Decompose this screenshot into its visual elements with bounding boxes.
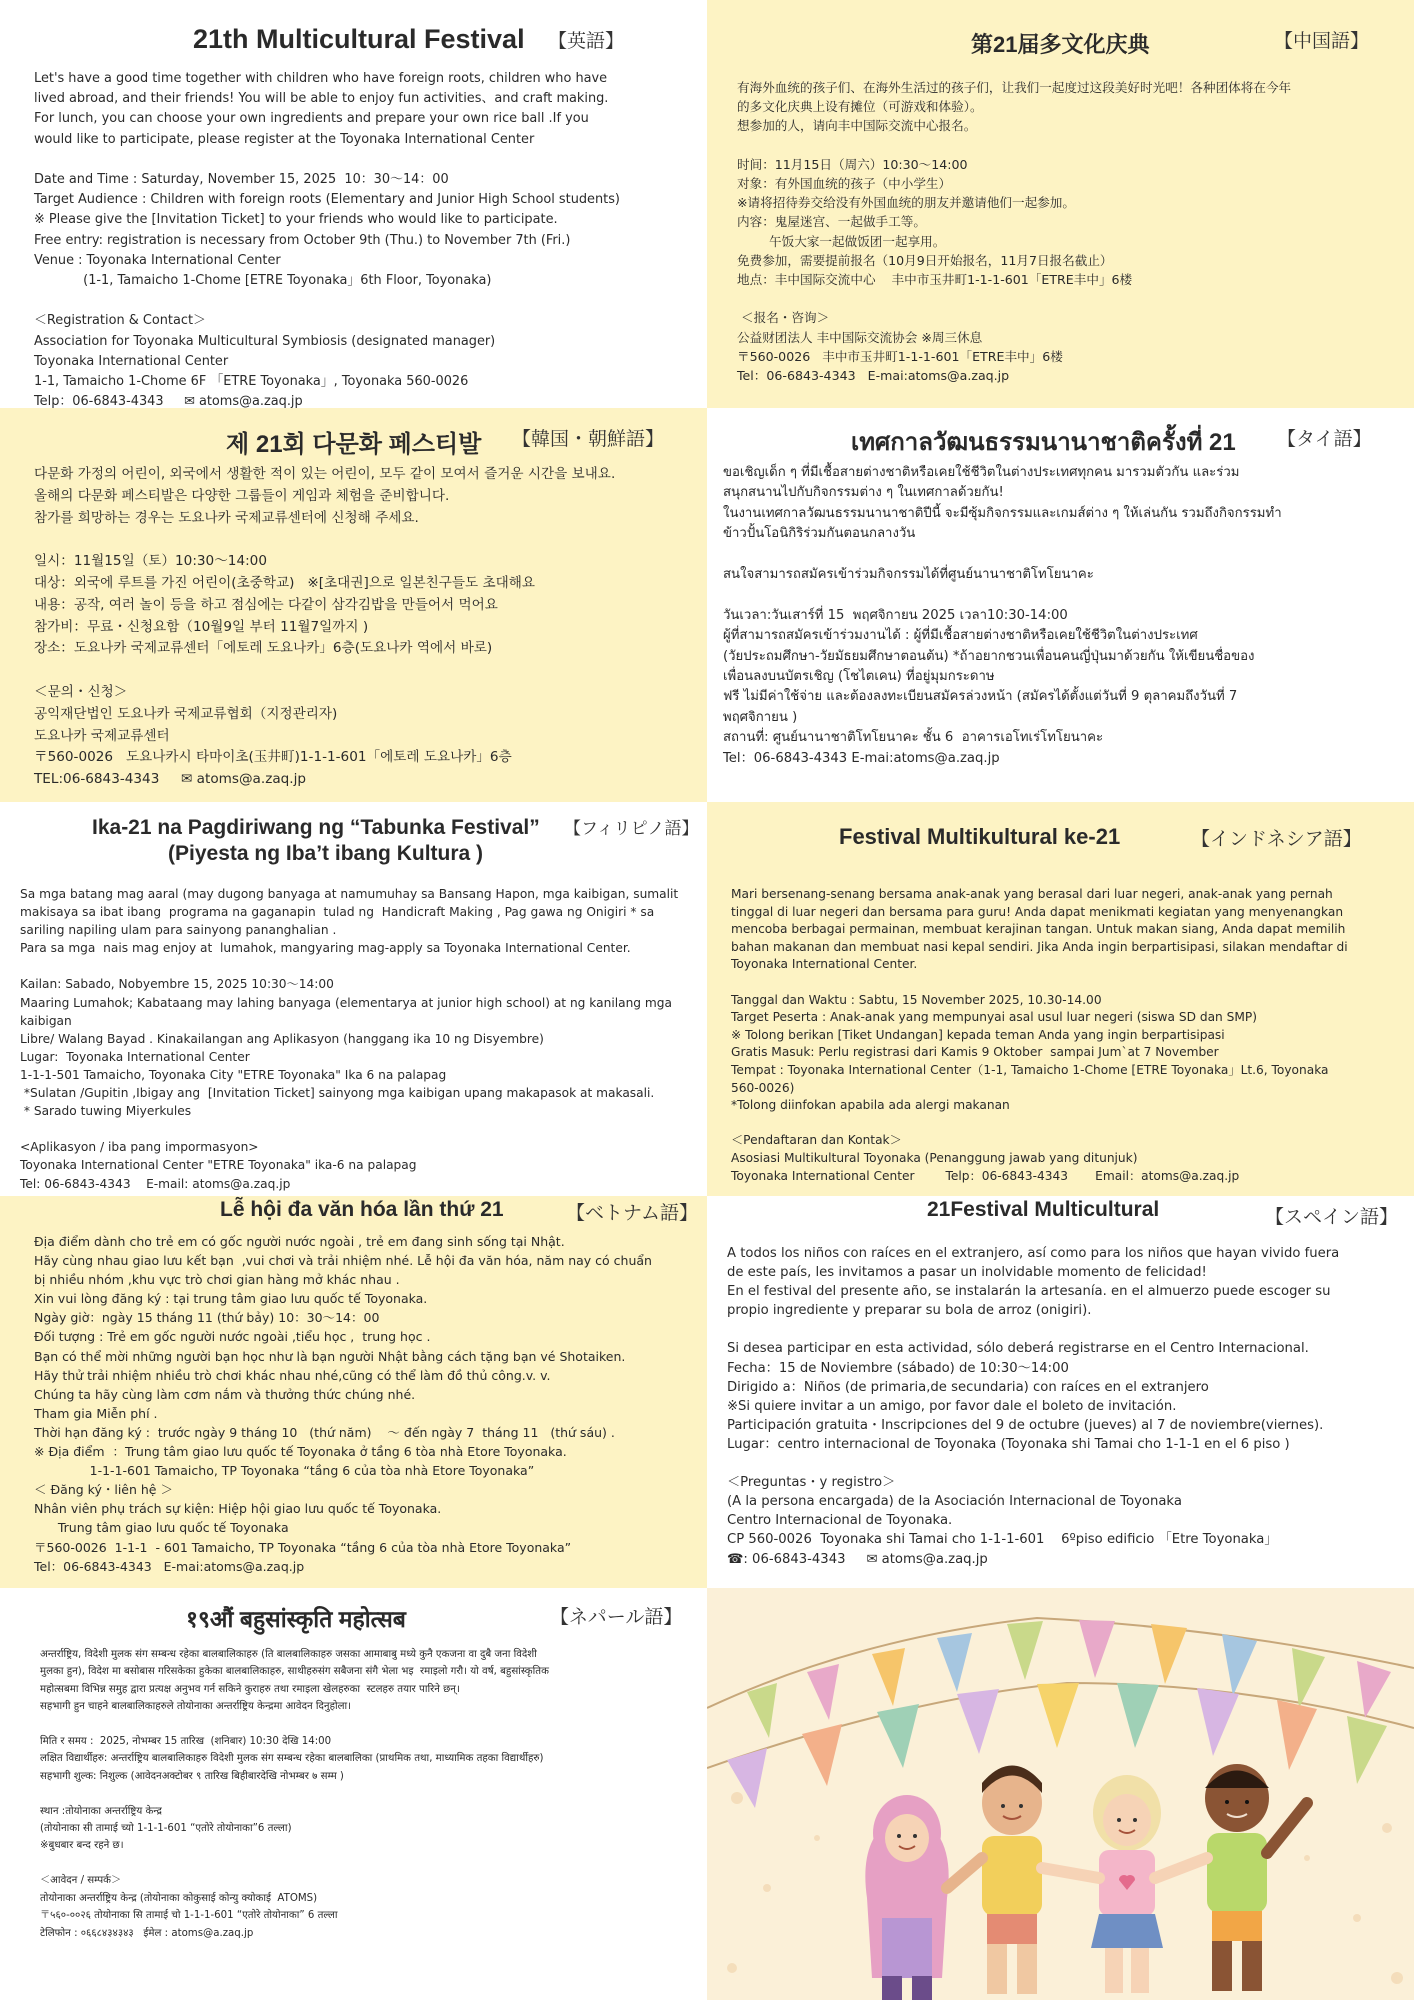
body-line: Ngày giờ：ngày 15 tháng 11 (thứ bảy) 10：30～14：00 xyxy=(34,1310,380,1326)
body-line: Tel：06-6843-4343 E-mai:atoms@a.zaq.jp xyxy=(723,750,1000,766)
body-line xyxy=(34,150,694,170)
body-line: Địa điểm dành cho trẻ em có gốc người nước ngoài , trẻ em đang sinh sống tại Nhật. xyxy=(34,1234,565,1249)
body-line: Tham gia Miễn phí . xyxy=(34,1405,158,1421)
language-tag: 【スペイン語】 xyxy=(1265,1206,1399,1228)
children-holding-hands-icon xyxy=(707,1588,1414,2000)
body-line: 1-1-1-601 Tamaicho, TP Toyonaka “tầng 6 của tòa nhà Etore Toyonaka” xyxy=(34,1463,535,1479)
body-line: लक्षित विद्यार्थीहरु: अन्तर्राष्ट्रिय बालबालिकाहरु विदेशी मुलक संग सम्बन्ध रहेका बालबालिका (प्राथमिक तथा, माध्यामिक तहका विद्यार्थीहरु) xyxy=(40,1753,544,1765)
body-line: ＜Registration & Contact＞ xyxy=(34,313,206,329)
body-line: ※请将招待券交给没有外国血统的朋友并邀请他们一起参加。 xyxy=(737,195,1075,211)
panel-title: 제 21회 다문화 페스티발 xyxy=(226,431,482,458)
body-line: तोयोनाका अन्तर्राष्ट्रिय केन्द्र (तोयोनाका कोकुसाई कोन्यु क्योकाई ATOMS) xyxy=(40,1892,318,1904)
panel-title: 第21届多文化庆典 xyxy=(971,32,1150,57)
panel-body xyxy=(737,78,1407,385)
body-line: 장소：도요나카 국제교류센터「에토레 도요나카」6층(도요나카 역에서 바로) xyxy=(34,640,493,657)
language-tag: 【タイ語】 xyxy=(1277,428,1372,450)
body-line: ※Si quiere invitar a un amigo, por favor dale el boleto de invitación. xyxy=(727,1398,1177,1414)
body-line xyxy=(40,1785,702,1802)
body-line: 时间：11月15日（周六）10:30～14:00 xyxy=(737,156,968,172)
body-line: Nhân viên phụ trách sự kiện: Hiệp hội giao lưu quốc tế Toyonaka. xyxy=(34,1501,442,1517)
body-line: ขอเชิญเด็ก ๆ ที่มีเชื้อสายต่างชาติหรือเคยใช้ชีวิตในต่างประเทศทุกคน มารวมตัวกัน และร่วม xyxy=(723,465,1240,480)
body-line: Target Peserta : Anak-anak yang mempunyai asal usul luar negeri (siswa SD dan SMP) xyxy=(731,1010,1258,1025)
body-line: Tel：06-6843-4343 E-mai:atoms@a.zaq.jp xyxy=(737,368,1010,384)
body-line: propio ingrediente y preparar su bola de arroz (onigiri). xyxy=(727,1303,1092,1319)
body-line: Sa mga batang mag aaral (may dugong banyaga at namumuhay sa Bansang Hapon, mga kaibigan, sumalit xyxy=(20,887,679,901)
body-line xyxy=(737,136,1407,155)
body-line: 〒560-0026 도요나카시 타마이초(玉井町)1-1-1-601「에토레 도요나카」6층 xyxy=(34,749,512,766)
panel-spanish xyxy=(707,1196,1414,1588)
body-line: สถานที่: ศูนย์นานาชาติโทโยนาคะ ชั้น 6 อาคารเอโทเร่โทโยนาคะ xyxy=(723,730,1104,746)
body-line: *Tolong diinfokan apabila ada alergi makanan xyxy=(731,1098,1010,1113)
body-line: 〒५६०-००२६ तोयोनाका सि तामाई चो 1-1-1-601 “एतोरे तोयोनाका” 6 तल्ला xyxy=(40,1910,338,1922)
body-line: ＜문의・신청＞ xyxy=(34,683,128,700)
body-line: Trung tâm giao lưu quốc tế Toyonaka xyxy=(34,1520,289,1536)
body-line: Tel：06-6843-4343 E-mai:atoms@a.zaq.jp xyxy=(34,1558,305,1574)
panel-body xyxy=(40,1646,702,1942)
language-tag: 【英語】 xyxy=(548,30,625,52)
panel-chinese xyxy=(707,0,1414,408)
body-line: ＜Pendaftaran dan Kontak＞ xyxy=(731,1133,902,1148)
body-line xyxy=(727,1320,1407,1339)
body-line: 地点：丰中国际交流中心 丰中市玉井町1-1-1-601「ETRE丰中」6楼 xyxy=(737,272,1133,288)
body-line: महोत्सबमा विभिन्न समुह द्वारा प्रत्यक्ष अनुभव गर्न सकिने कुराहरु तथा रमाइला खेलहरुका स्टलहरु तयार पारिने छन्। xyxy=(40,1683,460,1695)
body-line xyxy=(723,545,1403,565)
body-line xyxy=(34,660,704,682)
body-line: Association for Toyonaka Multicultural Symbiosis (designated manager) xyxy=(34,333,496,349)
panel-body xyxy=(727,1244,1407,1569)
body-line: Lugar：centro internacional de Toyonaka (Toyonaka shi Tamai cho 1-1-1 en el 6 piso ) xyxy=(727,1436,1290,1452)
body-line: mencoba berbagai permainan, membuat kerajinan tangan. Untuk makan siang, Anda dapat memilih xyxy=(731,922,1346,937)
body-line: 内容：鬼屋迷宫、一起做手工等。 xyxy=(737,214,926,230)
panel-title: Festival Multikultural ke-21 xyxy=(839,824,1121,849)
body-line: ข้าวปั้นโอนิกิริร่วมกันตอนกลางวัน xyxy=(723,526,916,542)
body-line: Free entry: registration is necessary from October 9th (Thu.) to November 7th (Fri.) xyxy=(34,232,571,248)
panel-title: เทศกาลวัฒนธรรมนานาชาติครั้งที่ 21 xyxy=(851,429,1236,456)
body-line: Hãy thử trải nhiệm nhiều trò chơi khác nhau nhé,cũng có thể làm đồ thủ công.v. v. xyxy=(34,1367,551,1383)
panel-english xyxy=(0,0,707,408)
panel-korean xyxy=(0,408,707,802)
body-line: ※ Please give the [Invitation Ticket] to your friends who would like to participate. xyxy=(34,212,558,228)
body-line: टेलिफोन : ०६६८४३४३४३ ईमेल : atoms@a.zaq.jp xyxy=(40,1927,254,1939)
panel-body xyxy=(731,886,1407,1185)
body-line: A todos los niños con raíces en el extranjero, así como para los niños que hayan vivido fuera xyxy=(727,1246,1340,1261)
body-line xyxy=(40,1716,702,1733)
body-line: 올해의 다문화 페스티발은 다양한 그룹들이 게임과 체험을 준비합니다. xyxy=(34,487,450,504)
body-line: 1-1-1-501 Tamaicho, Toyonaka City "ETRE Toyonaka" Ika 6 na palapag xyxy=(20,1067,447,1082)
body-line: tinggal di luar negeri dan bersama para guru! Anda dapat menikmati kegiatan yang menyenangkan xyxy=(731,904,1344,919)
body-line: 공익재단법인 도요나카 국제교류협회（지정관리자) xyxy=(34,705,338,722)
body-line: Tel: 06-6843-4343 E-mail: atoms@a.zaq.jp xyxy=(20,1176,291,1191)
body-line: 560-0026) xyxy=(731,1080,795,1095)
body-line: सहभागी शुल्क: निशुल्क (आवेदनअक्टोबर ९ तारिख बिहीबारदेखि नोभम्बर ७ सम्म ) xyxy=(40,1770,344,1782)
body-line: Gratis Masuk: Perlu registrasi dari Kamis 9 Oktober sampai Jum`at 7 November xyxy=(731,1045,1219,1060)
body-line: ＜报名・咨询＞ xyxy=(737,310,830,326)
body-line: bahan makanan dan membuat nasi kepal sendiri. Jika Anda ingin berpartisipasi, silakan mendaftar di xyxy=(731,939,1348,954)
body-line: ＜ Đăng ký・liên hệ ＞ xyxy=(34,1482,173,1498)
body-line: ☎: 06-6843-4343 ✉ atoms@a.zaq.jp xyxy=(727,1551,988,1567)
body-line: de este país, les invitamos a pasar un inolvidable momento de felicidad! xyxy=(727,1265,1207,1281)
body-line: เพื่อนลงบนบัตรเชิญ (โชไตเคน) ที่อยู่มุมกระดาษ xyxy=(723,669,995,685)
panel-title: Ika-21 na Pagdiriwang ng “Tabunka Festival” xyxy=(92,816,540,839)
body-line: Đối tượng : Trẻ em gốc người nước ngoài ,tiểu học , trung học . xyxy=(34,1329,431,1345)
panel-nepali xyxy=(0,1588,707,2000)
body-line: 내용：공작, 여러 놀이 등을 하고 점심에는 다같이 삼각김밥을 만들어서 먹어요 xyxy=(34,596,498,613)
body-line: 참가를 희망하는 경우는 도요나카 국제교류센터에 신청해 주세요. xyxy=(34,509,419,526)
body-line: พฤศจิกายน ) xyxy=(723,709,798,725)
body-line: For lunch, you can choose your own ingredients and prepare your own rice ball .If you xyxy=(34,111,589,127)
body-line: 1-1, Tamaicho 1-Chome 6F 「ETRE Toyonaka」, Toyonaka 560-0026 xyxy=(34,374,469,390)
body-line: Bạn có thể mời những người bạn học như là bạn người Nhật bằng cách tặng bạn vé Shotaiken. xyxy=(34,1348,626,1364)
body-line: Mari bersenang-senang bersama anak-anak yang berasal dari luar negeri, anak-anak yang pernah xyxy=(731,887,1333,901)
body-line: would like to participate, please register at the Toyonaka International Center xyxy=(34,131,535,147)
body-line: मिति र समय : 2025, नोभम्बर 15 तारिख (शनिबार) 10:30 देखि 14:00 xyxy=(40,1736,332,1748)
body-line: Toyonaka International Center Telp：06-6843-4343 Email：atoms@a.zaq.jp xyxy=(731,1168,1240,1183)
body-line: Target Audience : Children with foreign roots (Elementary and Junior High School students) xyxy=(34,192,620,208)
body-line: makisaya sa ibat ibang programa na gaganapin tulad ng Handicraft Making , Pag gawa ng Onigiri * sa xyxy=(20,905,655,920)
panel-title: Lễ hội đa văn hóa lần thứ 21 xyxy=(220,1198,504,1221)
language-tag: 【ベトナム語】 xyxy=(566,1202,699,1224)
body-line: 午饭大家一起做饭团一起享用。 xyxy=(737,233,946,249)
body-line: * Sarado tuwing Miyerkules xyxy=(20,1104,192,1119)
body-line: sariling napiling ulam para sainyong pananghalian . xyxy=(20,923,337,938)
body-line xyxy=(737,289,1407,308)
panel-body xyxy=(723,463,1403,769)
body-line: Libre/ Walang Bayad . Kinakailangan ang Aplikasyon (hanggang ika 10 ng Disyembre) xyxy=(20,1031,544,1046)
language-tag: 【ネパール語】 xyxy=(550,1606,683,1628)
body-line: 的多文化庆典上设有摊位（可游戏和体验）。 xyxy=(737,99,983,115)
body-line: สนุกสนานไปกับกิจกรรมต่าง ๆ ในเทศกาลด้วยกัน! xyxy=(723,485,1004,501)
language-tag: 【中国語】 xyxy=(1274,30,1370,52)
panel-subtitle: (Piyesta ng Iba’t ibang Kultura ) xyxy=(168,842,484,865)
body-line: ※ Địa điểm ：Trung tâm giao lưu quốc tế Toyonaka ở tầng 6 tòa nhà Etore Toyonaka. xyxy=(34,1444,567,1460)
body-line: Let's have a good time together with children who have foreign roots, children who have xyxy=(34,71,608,86)
body-line xyxy=(40,1855,702,1872)
body-line: Date and Time : Saturday, November 15, 2025 10：30～14：00 xyxy=(34,172,449,188)
body-line: ผู้ที่สามารถสมัครเข้าร่วมงานได้ : ผู้ที่มีเชื้อสายต่างชาติหรือเคยใช้ชีวิตในต่างประเทศ xyxy=(723,628,1198,644)
body-line: 다문화 가정의 어린이, 외국에서 생활한 적이 있는 어린이, 모두 같이 모여서 즐거운 시간을 보내요. xyxy=(34,466,616,482)
body-line: Toyonaka International Center. xyxy=(731,957,918,972)
panel-title: 21Festival Multicultural xyxy=(927,1198,1160,1221)
panel-body xyxy=(34,69,694,408)
body-line: Si desea participar en esta actividad, sólo deberá registrarse en el Centro Internacional. xyxy=(727,1341,1309,1357)
body-line xyxy=(723,585,1403,605)
body-line: ※बुधबार बन्द रहने छ। xyxy=(40,1840,124,1852)
body-line: 公益财团法人 丰中国际交流协会 ※周三休息 xyxy=(737,329,983,345)
body-line: ในงานเทศกาลวัฒนธรรมนานาชาติปีนี้ จะมีซุ้มกิจกรรมและเกมส์ต่าง ๆ ให้เล่นกัน รวมถึงกิจกรรมทำ xyxy=(723,505,1282,521)
body-line: ＜आवेदन / सम्पर्क＞ xyxy=(40,1875,122,1887)
body-line: 有海外血统的孩子们、在海外生活过的孩子们，让我们一起度过这段美好时光吧！各种团体将在今年 xyxy=(737,80,1292,95)
body-line: Toyonaka International Center "ETRE Toyonaka" ika-6 na palapag xyxy=(20,1158,417,1173)
body-line: lived abroad, and their friends! You will be able to enjoy fun activities、and craft making. xyxy=(34,91,609,107)
panel-title: १९औं बहुसांस्कृति महोत्सब xyxy=(186,1606,406,1632)
body-line xyxy=(731,1115,1407,1133)
body-line: स्थान :तोयोनाका अन्तर्राष्ट्रिय केन्द्र xyxy=(40,1805,162,1817)
body-line: Toyonaka International Center xyxy=(34,353,229,369)
body-line: Tempat : Toyonaka International Center（1-1, Tamaicho 1-Chome [ETRE Toyonaka」Lt.6, Toyonaka xyxy=(731,1062,1329,1077)
body-line xyxy=(727,1454,1407,1473)
body-line: सहभागी हुन चाहने बालबालिकाहरुले तोयोनाका अन्तर्राष्ट्रिय केन्द्रमा आवेदन दिनुहोला। xyxy=(40,1701,352,1713)
body-line xyxy=(20,957,700,975)
body-line: (วัยประถมศึกษา-วัยมัธยมศึกษาตอนต้น) *ถ้าอยากชวนเพื่อนคนญี่ปุ่นมาด้วยกัน ให้เขียนชื่อของ xyxy=(723,648,1255,664)
panel-filipino xyxy=(0,802,707,1196)
body-line: अन्तर्राष्ट्रिय, विदेशी मुलक संग सम्बन्ध रहेका बालबालिकाहरु (ति बालबालिकाहरु जसका आमाबाबु मध्ये कुनै एकजना वा दुबै जना विदेशी xyxy=(40,1649,537,1660)
body-line: ＜Preguntas・y registro＞ xyxy=(727,1475,896,1491)
body-line xyxy=(34,291,694,311)
panel-title: 21th Multicultural Festival xyxy=(193,24,525,54)
panel-body xyxy=(34,464,704,791)
body-line xyxy=(20,1120,700,1138)
body-line: Centro Internacional de Toyonaka. xyxy=(727,1513,953,1529)
body-line: วันเวลา:วันเสาร์ที่ 15 พฤศจิกายน 2025 เวลา10:30-14:00 xyxy=(723,607,1068,623)
body-line: Para sa mga nais mag enjoy at lumahok, mangyaring mag-apply sa Toyonaka International Center. xyxy=(20,941,631,956)
panel-body xyxy=(34,1232,702,1576)
body-line: *Sulatan /Gupitin ,Ibigay ang [Invitation Ticket] sainyong mga kaibigan upang makapasok at makasali. xyxy=(20,1086,655,1101)
body-line: Chúng ta hãy cùng làm cơm nắm và thưởng thức chúng nhé. xyxy=(34,1386,416,1402)
body-line: Hãy cùng nhau giao lưu kết bạn ,vui chơi và trải nhiệm nhé. Lễ hội đa văn hóa, năm nay có chuẩn xyxy=(34,1253,652,1269)
panel-thai xyxy=(707,408,1414,802)
body-line: 대상：외국에 루트를 가진 어린이(초중학교) ※[초대권]으로 일본친구들도 초대해요 xyxy=(34,574,535,591)
panel-vietnamese xyxy=(0,1196,707,1588)
body-line: En el festival del presente año, se instalarán la artesanía. en el almuerzo puede escoger su xyxy=(727,1284,1331,1300)
body-line xyxy=(731,974,1407,992)
body-line: Fecha：15 de Noviembre (sábado) de 10:30～14:00 xyxy=(727,1360,1069,1376)
body-line: Asosiasi Multikultural Toyonaka (Penanggung jawab yang ditunjuk) xyxy=(731,1150,1138,1165)
body-line: मुलका हुन), विदेश मा बसोबास गरिसकेका हुकेका बालबालिकाहरु, साथीहरुसंग सबैजना संगै भेला भइ रमाइलो गरौ। यो वर्ष, बहुसांस्कृतिक xyxy=(40,1666,549,1678)
body-line: 〒560-0026 1-1-1 - 601 Tamaicho, TP Toyonaka “tầng 6 của tòa nhà Etore Toyonaka” xyxy=(34,1539,572,1555)
body-line: Kailan: Sabado, Nobyembre 15, 2025 10:30～14:00 xyxy=(20,977,334,992)
body-line: 想参加的人，请向丰中国际交流中心报名。 xyxy=(737,118,977,134)
body-line: TEL:06-6843-4343 ✉ atoms@a.zaq.jp xyxy=(34,771,307,788)
language-tag: 【インドネシア語】 xyxy=(1191,828,1362,850)
body-line: สนใจสามารถสมัครเข้าร่วมกิจกรรมได้ที่ศูนย์นานาชาติโทโยนาคะ xyxy=(723,567,1094,583)
body-line: Thời hạn đăng ký : trước ngày 9 tháng 10 (thứ năm) ～ đến ngày 7 tháng 11 (thứ sáu) . xyxy=(34,1424,615,1440)
body-line: 对象：有外国血统的孩子（中小学生） xyxy=(737,176,952,192)
body-line: 〒560-0026 丰中市玉井町1-1-1-601「ETRE丰中」6楼 xyxy=(737,348,1063,364)
body-line: (तोयोनाका सी तामाई च्यो 1-1-1-601 “एतोरे तोयोनाका”6 तल्ला) xyxy=(40,1823,292,1835)
body-line: Tanggal dan Waktu : Sabtu, 15 November 2025, 10.30-14.00 xyxy=(731,992,1102,1007)
body-line: Telp：06-6843-4343 ✉ atoms@a.zaq.jp xyxy=(34,394,303,408)
body-line: bị nhiều nhóm ,khu vực trò chơi gian hàng mở khác nhau . xyxy=(34,1272,400,1288)
body-line: 도요나카 국제교류센터 xyxy=(34,727,170,744)
body-line: Maaring Lumahok; Kabataang may lahing banyaga (elementarya at junior high school) at ng kanilang mga xyxy=(20,995,672,1010)
body-line: 일시：11월15일（토）10:30～14:00 xyxy=(34,553,267,570)
body-line: CP 560-0026 Toyonaka shi Tamai cho 1-1-1-601 6ºpiso edificio 「Etre Toyonaka」 xyxy=(727,1532,1278,1548)
body-line: kaibigan xyxy=(20,1013,72,1028)
body-line: Xin vui lòng đăng ký : tại trung tâm giao lưu quốc tế Toyonaka. xyxy=(34,1291,428,1307)
illustration-panel xyxy=(707,1588,1414,2000)
body-line: ฟรี ไม่มีค่าใช้จ่าย และต้องลงทะเบียนสมัครล่วงหน้า (สมัครได้ตั้งแต่วันที่ 9 ตุลาคมถึงวันที่ 7 xyxy=(723,689,1238,705)
body-line: (1-1, Tamaicho 1-Chome [ETRE Toyonaka」6th Floor, Toyonaka) xyxy=(34,273,492,289)
language-tag: 【フィリピノ語】 xyxy=(564,819,699,839)
language-tag: 【韓国・朝鮮語】 xyxy=(512,428,665,450)
body-line: Participación gratuita・Inscripciones del 9 de octubre (jueves) al 7 de noviembre(viernes). xyxy=(727,1417,1324,1433)
body-line xyxy=(34,529,704,551)
panel-indonesian xyxy=(707,802,1414,1196)
body-line: 참가비：무료・신청요함（10월9일 부터 11월7일까지 ) xyxy=(34,618,369,635)
body-line: Dirigido a：Niños (de primaria,de secundaria) con raíces en el extranjero xyxy=(727,1379,1209,1395)
panel-body xyxy=(20,885,700,1193)
body-line: <Aplikasyon / iba pang impormasyon> xyxy=(20,1140,259,1155)
body-line: ※ Tolong berikan [Tiket Undangan] kepada teman Anda yang ingin berpartisipasi xyxy=(731,1027,1225,1042)
body-line: Venue : Toyonaka International Center xyxy=(34,252,281,268)
body-line: (A la persona encargada) de la Asociación Internacional de Toyonaka xyxy=(727,1494,1182,1510)
body-line: Lugar: Toyonaka International Center xyxy=(20,1049,250,1064)
body-line: 免费参加，需要提前报名（10月9日开始报名，11月7日报名截止） xyxy=(737,252,1113,268)
